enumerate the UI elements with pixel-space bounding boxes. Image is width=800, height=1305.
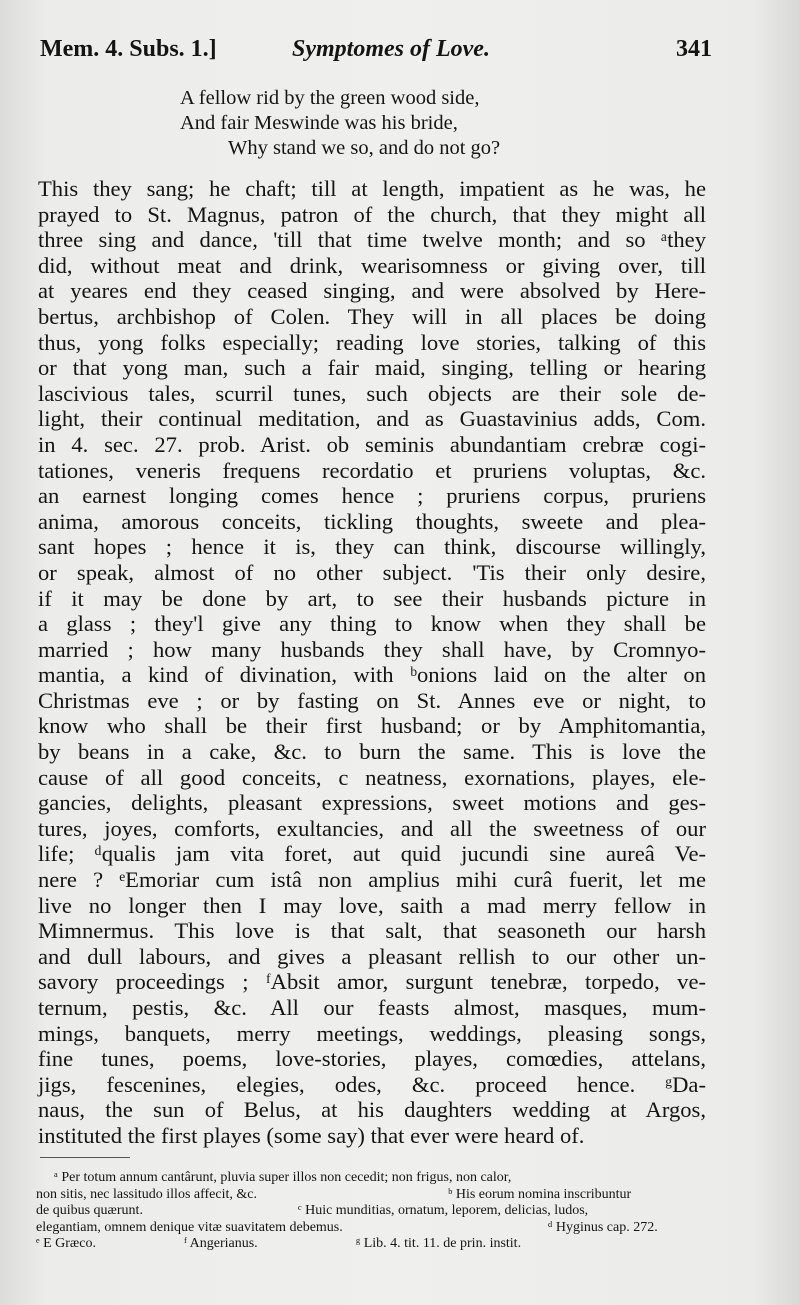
text-line: in 4. sec. 27. prob. Arist. ob seminis abundantiam crebræ cogi- [38,431,706,457]
text-line: savory proceedings ; ᶠAbsit amor, surgunt tenebræ, torpedo, ve- [38,969,706,995]
text-line: know who shall be their first husband; or by Amphitomantia, [38,713,706,739]
text-line: at yeares end they ceased singing, and were absolved by Here- [38,278,706,304]
footnote-a-continued: non sitis, nec lassitudo illos affecit, &c. [36,1186,257,1202]
running-header [40,36,712,70]
text-line: anima, amorous conceits, tickling thoughts, sweete and plea- [38,508,706,534]
footnote-g: ᵍ Lib. 4. tit. 11. de prin. instit. [356,1236,522,1251]
text-line: Christmas eve ; or by fasting on St. Annes eve or night, to [38,687,706,713]
running-title: Symptomes of Love. [292,36,490,62]
text-line: three sing and dance, 'till that time twelve month; and so ᵃthey [38,227,706,253]
verse-quotation [180,86,500,161]
text-line: a glass ; they'l give any thing to know when they shall be [38,611,706,637]
text-line: sant hopes ; hence it is, they can think, discourse willingly, [38,534,706,560]
footnotes [36,1170,704,1253]
text-line: ternum, pestis, &c. All our feasts almost, masques, mum- [38,995,706,1020]
footnote-a: ᵃ Per totum annum cantârunt, pluvia super illos non cecedit; non frigus, non calor, [54,1170,512,1185]
text-line: life; ᵈqualis jam vita foret, aut quid jucundi sine aureâ Ve- [38,841,706,867]
text-line: thus, yong folks especially; reading love stories, talking of this [38,329,706,355]
text-line: bertus, archbishop of Colen. They will in all places be doing [38,303,706,329]
text-line: married ; how many husbands they shall have, by Cromnyo- [38,636,706,662]
text-line: live no longer then I may love, saith a mad merry fellow in [38,892,706,918]
text-line: by beans in a cake, &c. to burn the same. This is love the [38,739,706,765]
text-line: lascivious tales, scurril tunes, such objects are their sole de- [38,380,706,406]
text-line: did, without meat and drink, wearisomness or giving over, till [38,252,706,278]
verse-line: A fellow rid by the green wood side, [180,87,480,109]
verse-line: Why stand we so, and do not go? [228,137,501,159]
footnote-b-continued: de quibus quærunt. [36,1203,143,1218]
footnote-rule [40,1157,130,1158]
text-line: tures, joyes, comforts, exultancies, and all the sweetness of our [38,815,706,841]
text-line: nere ? ᵉEmoriar cum istâ non amplius mihi curâ fuerit, let me [38,867,706,893]
text-line: tationes, veneris frequens recordatio et pruriens voluptas, &c. [38,457,706,483]
footnote-c-continued: elegantiam, omnem denique vitæ suavitatem debemus. [36,1219,343,1235]
footnote-b: ᵇ His eorum nomina inscribuntur [448,1186,632,1202]
text-line: instituted the first playes (some say) that ever were heard of. [38,1122,585,1148]
text-line: an earnest longing comes hence ; pruriens corpus, pruriens [38,483,706,509]
page-number: 341 [676,36,712,62]
text-line: light, their continual meditation, and as Guastavinius adds, Com. [38,406,706,432]
footnote-f: ᶠ Angerianus. [184,1236,258,1251]
text-line: and dull labours, and gives a pleasant rellish to our other un- [38,943,706,969]
text-line: Mimnermus. This love is that salt, that seasoneth our harsh [38,918,706,944]
text-line: fine tunes, poems, love-stories, playes, comœdies, attelans, [38,1046,706,1072]
text-line: naus, the sun of Belus, at his daughters wedding at Argos, [38,1097,706,1123]
footnote-d: ᵈ Hyginus cap. 272. [548,1219,658,1235]
text-line: or speak, almost of no other subject. 'Tis their only desire, [38,559,706,585]
text-line: or that yong man, such a fair maid, singing, telling or hearing [38,355,706,381]
text-line: jigs, fescenines, elegies, odes, &c. proceed hence. ᵍDa- [38,1071,706,1097]
text-line: if it may be done by art, to see their husbands picture in [38,585,706,611]
text-line: This they sang; he chaft; till at length, impatient as he was, he [38,176,706,201]
footnote-c: ᶜ Huic munditias, ornatum, leporem, delicias, ludos, [298,1203,589,1218]
text-line: prayed to St. Magnus, patron of the church, that they might all [38,201,706,227]
text-line: mantia, a kind of divination, with ᵇonions laid on the alter on [38,662,706,688]
text-line: gancies, delights, pleasant expressions, sweet motions and ges- [38,790,706,816]
verse-line: And fair Meswinde was his bride, [180,112,458,134]
footnote-e: ᵉ E Græco. [36,1236,96,1251]
text-line: mings, banquets, merry meetings, weddings, pleasing songs, [38,1020,706,1046]
text-line: cause of all good conceits, c neatness, exornations, playes, ele- [38,764,706,790]
section-reference: Mem. 4. Subs. 1.] [40,36,217,62]
body-text [38,176,706,1149]
